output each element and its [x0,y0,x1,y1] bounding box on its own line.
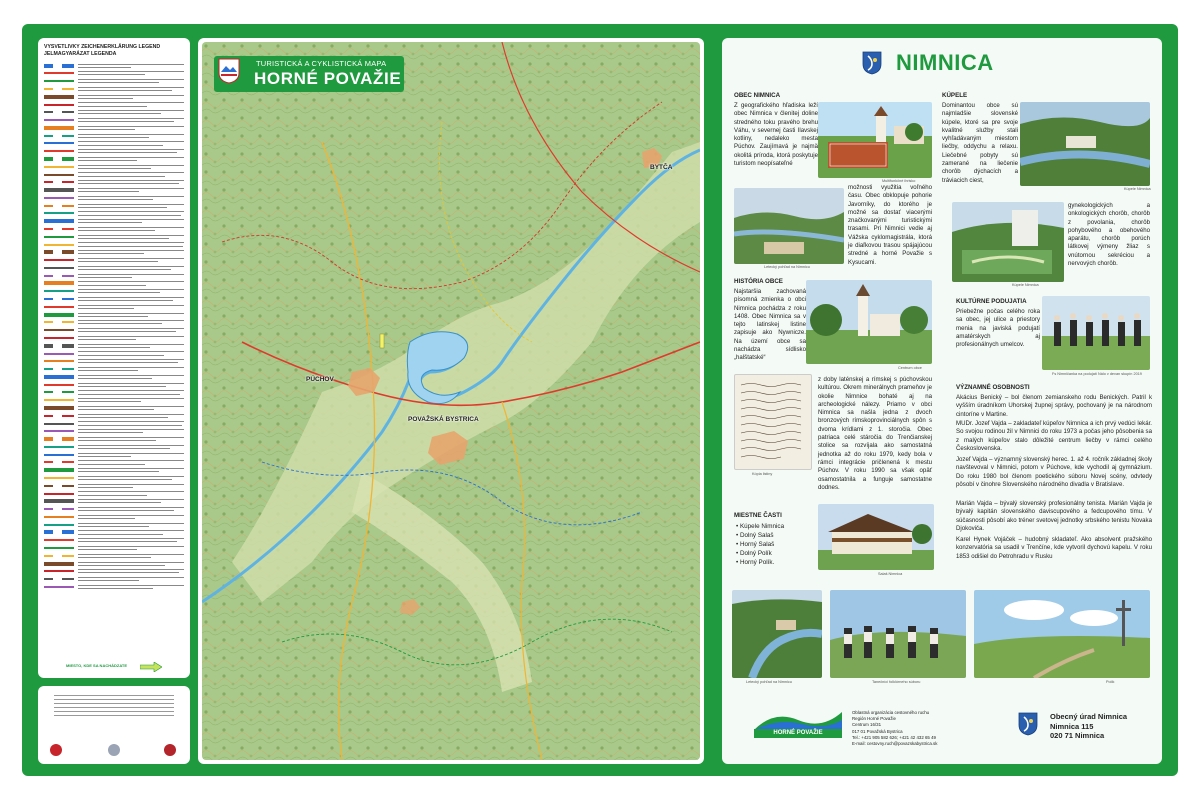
legend-entry [44,412,184,419]
legend-symbol [44,64,74,68]
photo-dancers [830,590,966,678]
legend-symbol [44,205,74,207]
legend-symbol [44,562,74,566]
legend-entry [44,109,184,116]
legend-symbol [44,493,74,495]
legend-entry [44,148,184,155]
legend-entry [44,428,184,435]
legend-description [78,484,184,488]
section-heading: VÝZNAMNÉ OSOBNOSTI [956,384,1030,391]
credit-line [54,707,174,708]
legend-symbol [44,95,74,99]
legend-symbol [44,88,74,90]
legend-symbol [44,530,74,534]
legend-description [78,554,184,558]
list-item: • Horný Polík. [736,558,784,567]
legend-entry [44,163,184,170]
legend-symbol [44,586,74,588]
legend-symbol [44,337,74,339]
legend-rows [44,62,184,591]
legend-description [78,141,184,145]
legend-description [78,530,184,534]
office-line: 020 71 Nimnica [1050,731,1105,740]
personality-item: Akácius Benický – bol členom zemianskeho rodu Benických. Patril k vyšším úradníkom Uhorskej župnej správy, pochovaný je na národnom cintoríne v Martine. [956,394,1152,418]
legend-description [78,219,184,223]
legend-description [78,110,184,114]
photo-caption: Kúpele Nimnica [1124,187,1151,191]
legend-entry [44,537,184,544]
legend-description [78,538,184,542]
legend-entry [44,381,184,388]
legend-description [78,126,184,130]
photo-caption: Fs Nimničanka na podujatí Nálo v devan skupín 2019 [1052,372,1142,376]
legend-symbol [44,437,74,441]
legend-entry [44,233,184,240]
list-item: • Dolný Polík [736,549,784,558]
historia-text: Najstaršia zachovaná písomná zmienka o obci Nimnica pochádza z roku 1408. Obec Nimnica sa v tejto latinskej listine zapisuje ako Nywnicze. Na území obce sa nachádza sídlisko „halštatské“ [734,288,806,362]
legend-description [78,235,184,239]
legend-description [78,398,184,402]
legend-description [78,328,184,332]
map-title-banner [214,56,404,92]
legend-entry [44,241,184,248]
legend-symbol [44,259,74,261]
legend-entry [44,583,184,590]
legend-description [78,491,184,495]
photo-caption: Letecký pohľad na Nimnicu [764,265,810,269]
legend-symbol [44,329,74,331]
legend-entry [44,179,184,186]
legend-symbol [44,516,74,518]
credit-line [54,703,174,704]
legend-entry [44,132,184,139]
legend-description [78,64,184,68]
legend-description [78,266,184,270]
section-heading: HISTÓRIA OBCE [734,278,783,285]
legend-description [78,336,184,340]
legend-symbol [44,477,74,479]
contact-line: Tel.: +421 905 582 626; +421 42 432 65 49 [852,734,936,740]
legend-symbol [44,157,74,161]
personality-item: MUDr. Jozef Vajda – zakladateľ kúpeľov Nimnica a ich prvý vedúci lekár. So svojou rodinou žil v Nimnici do roku 1973 a počas jeho pôsobenia sa z malých kúpeľov stalo dôležité centrum liečby v rámci celého Československa. [956,420,1152,452]
credit-line [54,699,174,700]
contact-block [852,710,937,747]
legend-entry [44,140,184,147]
legend-entry [44,436,184,443]
legend-description [78,515,184,519]
map-subtitle: TURISTICKÁ A CYKLISTICKÁ MAPA [256,59,387,68]
legend-symbol [44,499,74,503]
legend-symbol [44,375,74,379]
legend-symbol [44,111,74,113]
legend-entry [44,373,184,380]
legend-description [78,429,184,433]
map-legend [38,38,190,678]
legend-description [78,95,184,99]
legend-description [78,367,184,371]
legend-symbol [44,275,74,277]
legend-description [78,313,184,317]
legend-symbol [44,461,74,463]
office-line: Nimnica 115 [1050,721,1094,731]
photo-village-center [806,280,932,364]
legend-symbol [44,72,74,74]
photo-caption: Salaš Nimnica [878,572,903,576]
legend-entry [44,420,184,427]
legend-description [78,79,184,83]
legend-description [78,476,184,480]
contact-line: Centrum 16/31 [852,722,882,728]
legend-entry [44,576,184,583]
section-heading: KÚPELE [942,92,968,99]
legend-entry [44,350,184,357]
legend-symbol [44,454,74,456]
legend-description [78,421,184,425]
legend-symbol [44,353,74,355]
legend-description [78,499,184,503]
legend-entry [44,78,184,85]
legend-symbol [44,119,74,121]
legend-entry [44,225,184,232]
legend-entry [44,544,184,551]
photo-caption: Polík [1106,680,1115,684]
publisher-logo [50,744,62,756]
legend-entry [44,389,184,396]
map-panel [198,38,704,764]
legend-symbol [44,539,74,541]
legend-description [78,204,184,208]
legend-entry [44,327,184,334]
legend-description [78,406,184,410]
legend-description [78,149,184,153]
legend-description [78,281,184,285]
legend-description [78,523,184,527]
legend-description [78,453,184,457]
info-header [862,50,994,76]
legend-entry [44,249,184,256]
contact-line: Región Horné Považie [852,716,896,722]
legend-entry [44,482,184,489]
credit-line [54,715,174,716]
legend-description [78,383,184,387]
legend-entry [44,70,184,77]
legend-description [78,585,184,589]
legend-symbol [44,391,74,393]
legend-symbol [44,188,74,192]
legend-entry [44,404,184,411]
legend-symbol [44,290,74,292]
legend-symbol [44,150,74,152]
tourism-logo [754,706,842,738]
credits-box [38,686,190,764]
legend-entry [44,85,184,92]
legend-entry [44,474,184,481]
legend-symbol [44,267,74,269]
legend-description [78,562,184,566]
office-line: Obecný úrad Nimnica [1050,712,1128,721]
personality-item: Marián Vajda – bývalý slovenský profesionálny tenista. Marián Vajda je bývalý kapitán slovenského daviscupového a fedcupového tímu. V súčasnosti pôsobí ako tréner svetovej jednotky srbského tenistu Novaka Djokoviča. [956,500,1152,532]
section-heading: OBEC NIMNICA [734,92,781,99]
legend-entry [44,365,184,372]
office-address [1050,712,1127,741]
legend-description [78,305,184,309]
list-item: • Horný Salaš [736,540,784,549]
legend-description [78,297,184,301]
town-label: BYTČA [650,164,673,171]
legend-description [78,258,184,262]
legend-symbol [44,468,74,472]
contact-line: E-mail: cestovny.ruch@povazskabystrica.sk [852,741,938,747]
legend-description [78,569,184,573]
legend-entry [44,295,184,302]
legend-symbol [44,80,74,82]
legend-description [78,87,184,91]
legend-symbol [44,406,74,410]
photo-spa-building [952,202,1064,282]
legend-entry [44,101,184,108]
legend-entry [44,319,184,326]
legend-entry [44,155,184,162]
legend-entry [44,443,184,450]
legend-entry [44,62,184,69]
legend-entry [44,342,184,349]
legend-entry [44,288,184,295]
map-canvas[interactable] [202,42,700,760]
legend-description [78,274,184,278]
legend-entry [44,264,184,271]
coat-of-arms-icon [862,51,882,75]
legend-description [78,134,184,138]
legend-description [78,289,184,293]
kupele-text: Dominantou obce sú najmladšie slovenské kúpele, ktoré sa pre svoje kvalitné služby stali vyhľadávaným miestom liečby, oddychu a relaxu. Liečebné pobyty sú zamerané na liečenie chorôb dýchacích a tráviacich ciest, [942,102,1018,184]
legend-entry [44,552,184,559]
legend-entry [44,218,184,225]
legend-symbol [44,244,74,246]
photo-caption: Tanečníci folklórneho súboru [872,680,921,684]
legend-description [78,320,184,324]
partner-logo [108,744,120,756]
legend-entry [44,397,184,404]
legend-symbol [44,485,74,487]
legend-entry [44,280,184,287]
legend-description [78,577,184,581]
historia-text-continued: z doby laténskej a rímskej s púchovskou kultúrou. Okrem minerálnych prameňov je okolie Nimnice bohaté aj na archeologické nálezy. Priamo v obci Nimnica sa našla jedna z dvoch bronzových rímskoprovinciálnych spôn s dvoma krídlami z 1. storočia. Obec patriaca celé stáročia do Trenčianskej stolice sa rozvíjala ako samostatná jednotka až do roku 1979, kedy bola v rámci integrácie pričlenená k mestu Púchov. V roku 1990 sa však opäť osamostatnila a funguje samostatne dodnes. [818,376,932,491]
legend-symbol [44,423,74,425]
legend-entry [44,202,184,209]
personality-item: Karel Hynek Vojáček – hudobný skladateľ. Ako absolvent pražského konzervatória sa usadil v Trenčíne, kde vytvoril dychovú kapelu. V roku 1853 odišiel do Petrohradu v Rusku [956,536,1152,560]
legend-entry [44,187,184,194]
legend-symbol [44,142,74,144]
obec-text: Z geografického hľadiska leží obec Nimnica v členitej doline stredného toku pravého brehu Váhu, v severnej časti Ilavskej kotliny, nedaleko mesta Púchov. Zaujímavá je najmä okolitá príroda, ktorá poskytuje turistom neopísateľné [734,102,818,168]
legend-description [78,180,184,184]
legend-description [78,507,184,511]
map-title: HORNÉ POVAŽIE [254,69,402,88]
legend-description [78,172,184,176]
photo-caption: Kúpele Nimnica [1012,283,1039,287]
photo-folk-ensemble [1042,296,1150,370]
legend-entry [44,272,184,279]
legend-description [78,157,184,161]
legend-description [78,414,184,418]
legend-symbol [44,555,74,557]
legend-description [78,437,184,441]
section-heading: KULTÚRNE PODUJATIA [956,298,1027,305]
photo-caption: Letecký pohľad na Nimnicu [746,680,792,684]
photo-manuscript [734,374,812,470]
legend-title: VYSVETLIVKY ZEICHENERKLÄRUNG LEGEND JELMAGYARÁZAT LEGENDA [44,44,161,57]
info-panel [722,38,1162,764]
legend-entry [44,568,184,575]
arrow-right-icon [140,662,162,672]
legend-symbol [44,166,74,168]
legend-description [78,71,184,75]
photo-aerial-river [732,590,822,678]
legend-entry [44,490,184,497]
legend-symbol [44,306,74,308]
credit-line [54,711,174,712]
kupele-text-continued: gynekologických a onkologických chorôb, chorôb z povolania, chorôb pohybového a obehového aparátu, chorôb porúch látkovej výmeny žliaz s vnútornou sekréciou a nervových chorôb. [1068,202,1150,268]
legend-entry [44,529,184,536]
legend-symbol [44,321,74,323]
local-parts-list [736,522,784,567]
legend-description [78,375,184,379]
legend-symbol [44,135,74,137]
legend-description [78,118,184,122]
legend-symbol [44,399,74,401]
photo-caption: Kópia listiny [752,472,773,476]
legend-description [78,211,184,215]
legend-entry [44,513,184,520]
town-label: POVAŽSKÁ BYSTRICA [408,416,479,423]
legend-description [78,351,184,355]
legend-entry [44,358,184,365]
legend-symbol [44,236,74,238]
photo-caption: Centrum obce [898,366,922,370]
legend-description [78,359,184,363]
legend-description [78,196,184,200]
photo-polik [974,590,1150,678]
legend-symbol [44,126,74,130]
legend-symbol [44,415,74,417]
legend-description [78,188,184,192]
legend-description [78,460,184,464]
legend-description [78,242,184,246]
credit-line [54,695,174,696]
legend-entry [44,171,184,178]
legend-entry [44,521,184,528]
legend-symbol [44,360,74,362]
section-heading: MIESTNE ČASTI [734,512,782,519]
legend-symbol [44,228,74,230]
contact-line: 017 01 Považská Bystrica [852,728,903,734]
list-item: • Kúpele Nimnica [736,522,784,531]
legend-symbol [44,197,74,199]
photo-playground [818,102,932,178]
town-label: PÚCHOV [306,376,334,383]
legend-symbol [44,181,74,183]
location-note: MIESTO, KDE SA NACHÁDZATE [66,663,128,668]
kulturne-text: Priebežne počas celého roka sa obec, jej ulice a priestory menia na javiská podujatí amatérskych aj profesionálnych umelcov. [956,308,1040,349]
tourism-logo-text: HORNÉ POVAŽIE [754,729,842,738]
photo-spa-aerial [1020,102,1150,186]
legend-entry [44,451,184,458]
legend-symbol [44,578,74,580]
legend-description [78,250,184,254]
legend-description [78,468,184,472]
legend-symbol [44,104,74,106]
photo-caption: Multifunkčné ihrisko [882,179,916,183]
legend-symbol [44,547,74,549]
obec-text-continued: možnosti využitia voľného času. Obec obklopuje pohorie Javorníky, do ktorého je možné sa dostať viacerými značkovanými turistickými trasami. Pri Nimnici vedie aj Vážska cyklomagistrála, ktorá je diaľkovou trasou spájajúcou stredné a horné Považie s Kysucami. [848,184,932,266]
legend-symbol [44,368,74,370]
legend-description [78,344,184,348]
legend-symbol [44,281,74,285]
region-logo [164,744,176,756]
legend-entry [44,467,184,474]
legend-entry [44,506,184,513]
legend-symbol [44,174,74,176]
legend-symbol [44,570,74,572]
legend-entry [44,194,184,201]
list-item: • Dolný Salaš [736,531,784,540]
legend-description [78,165,184,169]
legend-description [78,445,184,449]
legend-entry [44,210,184,217]
coat-of-arms-icon [1018,712,1038,736]
legend-symbol [44,313,74,317]
photo-aerial-village [734,188,844,264]
contact-line: Oblastná organizácia cestovného ruchu [852,710,930,715]
legend-entry [44,116,184,123]
legend-entry [44,257,184,264]
legend-symbol [44,384,74,386]
legend-symbol [44,250,74,254]
legend-symbol [44,430,74,432]
legend-entry [44,459,184,466]
legend-description [78,227,184,231]
legend-symbol [44,212,74,214]
region-logo-icon [218,58,240,84]
legend-description [78,390,184,394]
legend-entry [44,311,184,318]
legend-symbol [44,344,74,348]
legend-symbol [44,524,74,526]
page-title: NIMNICA [896,50,994,75]
legend-entry [44,334,184,341]
legend-symbol [44,508,74,510]
topographic-map [202,42,700,760]
legend-entry [44,498,184,505]
legend-symbol [44,298,74,300]
legend-entry [44,93,184,100]
legend-description [78,102,184,106]
personality-item: Jozef Vajda – významný slovenský herec. 1. až 4. ročník základnej školy navštevoval v Nimnici, potom v Púchove, kde vychodil aj gymnázium. Do roku 1980 bol členom poetického súboru Novej scény, odvtedy pôsobí v činohre Slovenského národného divadla v Bratislave. [956,456,1152,488]
legend-entry [44,560,184,567]
legend-entry [44,303,184,310]
legend-entry [44,124,184,131]
legend-description [78,546,184,550]
legend-symbol [44,446,74,448]
legend-symbol [44,219,74,223]
photo-salas [818,504,934,570]
